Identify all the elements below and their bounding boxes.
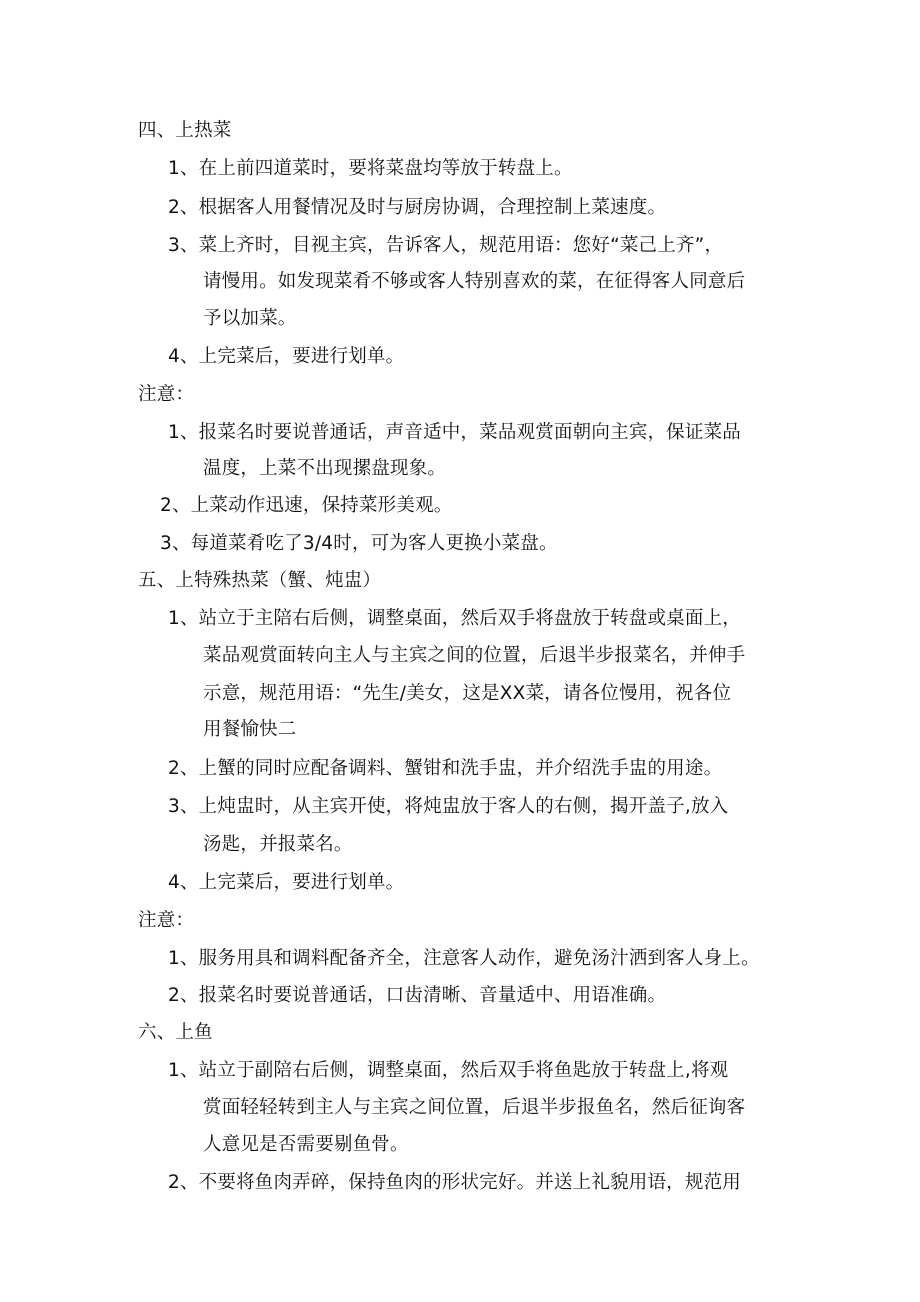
list-item: 2、上蟹的同时应配备调料、蟹钳和洗手盅，并介绍洗手盅的用途。 bbox=[168, 758, 723, 779]
list-item: 2、根据客人用餐情况及时与厨房协调，合理控制上菜速度。 bbox=[168, 197, 667, 218]
list-item-continuation: 温度，上菜不出现摞盘现象。 bbox=[203, 458, 447, 479]
list-item-continuation: 示意，规范用语：“先生/美女，这是XX菜，请各位慢用，祝各位 bbox=[203, 683, 732, 704]
list-item-continuation: 请慢用。如发现菜肴不够或客人特别喜欢的菜，在征得客人同意后 bbox=[203, 271, 746, 292]
list-item: 3、上炖盅时，从主宾开使，将炖盅放于客人的右侧，揭开盖子,放入 bbox=[168, 796, 729, 817]
list-item: 2、上菜动作迅速，保持菜形美观。 bbox=[160, 495, 453, 516]
list-item: 1、站立于主陪右后侧，调整桌面，然后双手将盘放于转盘或桌面上， bbox=[168, 608, 741, 629]
note-heading: 注意： bbox=[138, 384, 195, 405]
list-item: 1、报菜名时要说普通话，声音适中，菜品观赏面朝向主宾，保证菜品 bbox=[168, 422, 741, 443]
note-heading: 注意： bbox=[138, 910, 195, 931]
section-heading-5: 五、上特殊热菜（蟹、炖盅） bbox=[138, 570, 382, 591]
list-item: 2、不要将鱼肉弄碎，保持鱼肉的形状完好。并送上礼貌用语，规范用 bbox=[168, 1172, 741, 1193]
list-item: 3、菜上齐时，目视主宾，告诉客人，规范用语：您好“菜己上齐”， bbox=[168, 235, 724, 256]
list-item: 4、上完菜后，要进行划单。 bbox=[168, 872, 405, 893]
list-item-continuation: 汤匙，并报菜名。 bbox=[203, 834, 353, 855]
list-item: 4、上完菜后，要进行划单。 bbox=[168, 346, 405, 367]
list-item-continuation: 菜品观赏面转向主人与主宾之间的位置，后退半步报菜名，并伸手 bbox=[203, 645, 746, 666]
list-item: 1、服务用具和调料配备齐全，注意客人动作，避免汤汁洒到客人身上。 bbox=[168, 948, 760, 969]
section-heading-4: 四、上热菜 bbox=[138, 120, 232, 141]
list-item: 1、站立于副陪右后侧，调整桌面，然后双手将鱼匙放于转盘上,将观 bbox=[168, 1060, 729, 1081]
list-item-continuation: 赏面轻轻转到主人与主宾之间位置，后退半步报鱼名，然后征询客 bbox=[203, 1097, 746, 1118]
list-item: 2、报菜名时要说普通话，口齿清晰、音量适中、用语准确。 bbox=[168, 985, 667, 1006]
section-heading-6: 六、上鱼 bbox=[138, 1022, 213, 1043]
list-item-continuation: 用餐愉快二 bbox=[203, 719, 297, 740]
list-item: 3、每道菜肴吃了3/4时，可为客人更换小菜盘。 bbox=[160, 533, 558, 554]
list-item-continuation: 人意见是否需要剔鱼骨。 bbox=[203, 1134, 409, 1155]
list-item: 1、在上前四道菜时，要将菜盘均等放于转盘上。 bbox=[168, 158, 573, 179]
list-item-continuation: 予以加菜。 bbox=[203, 308, 297, 329]
